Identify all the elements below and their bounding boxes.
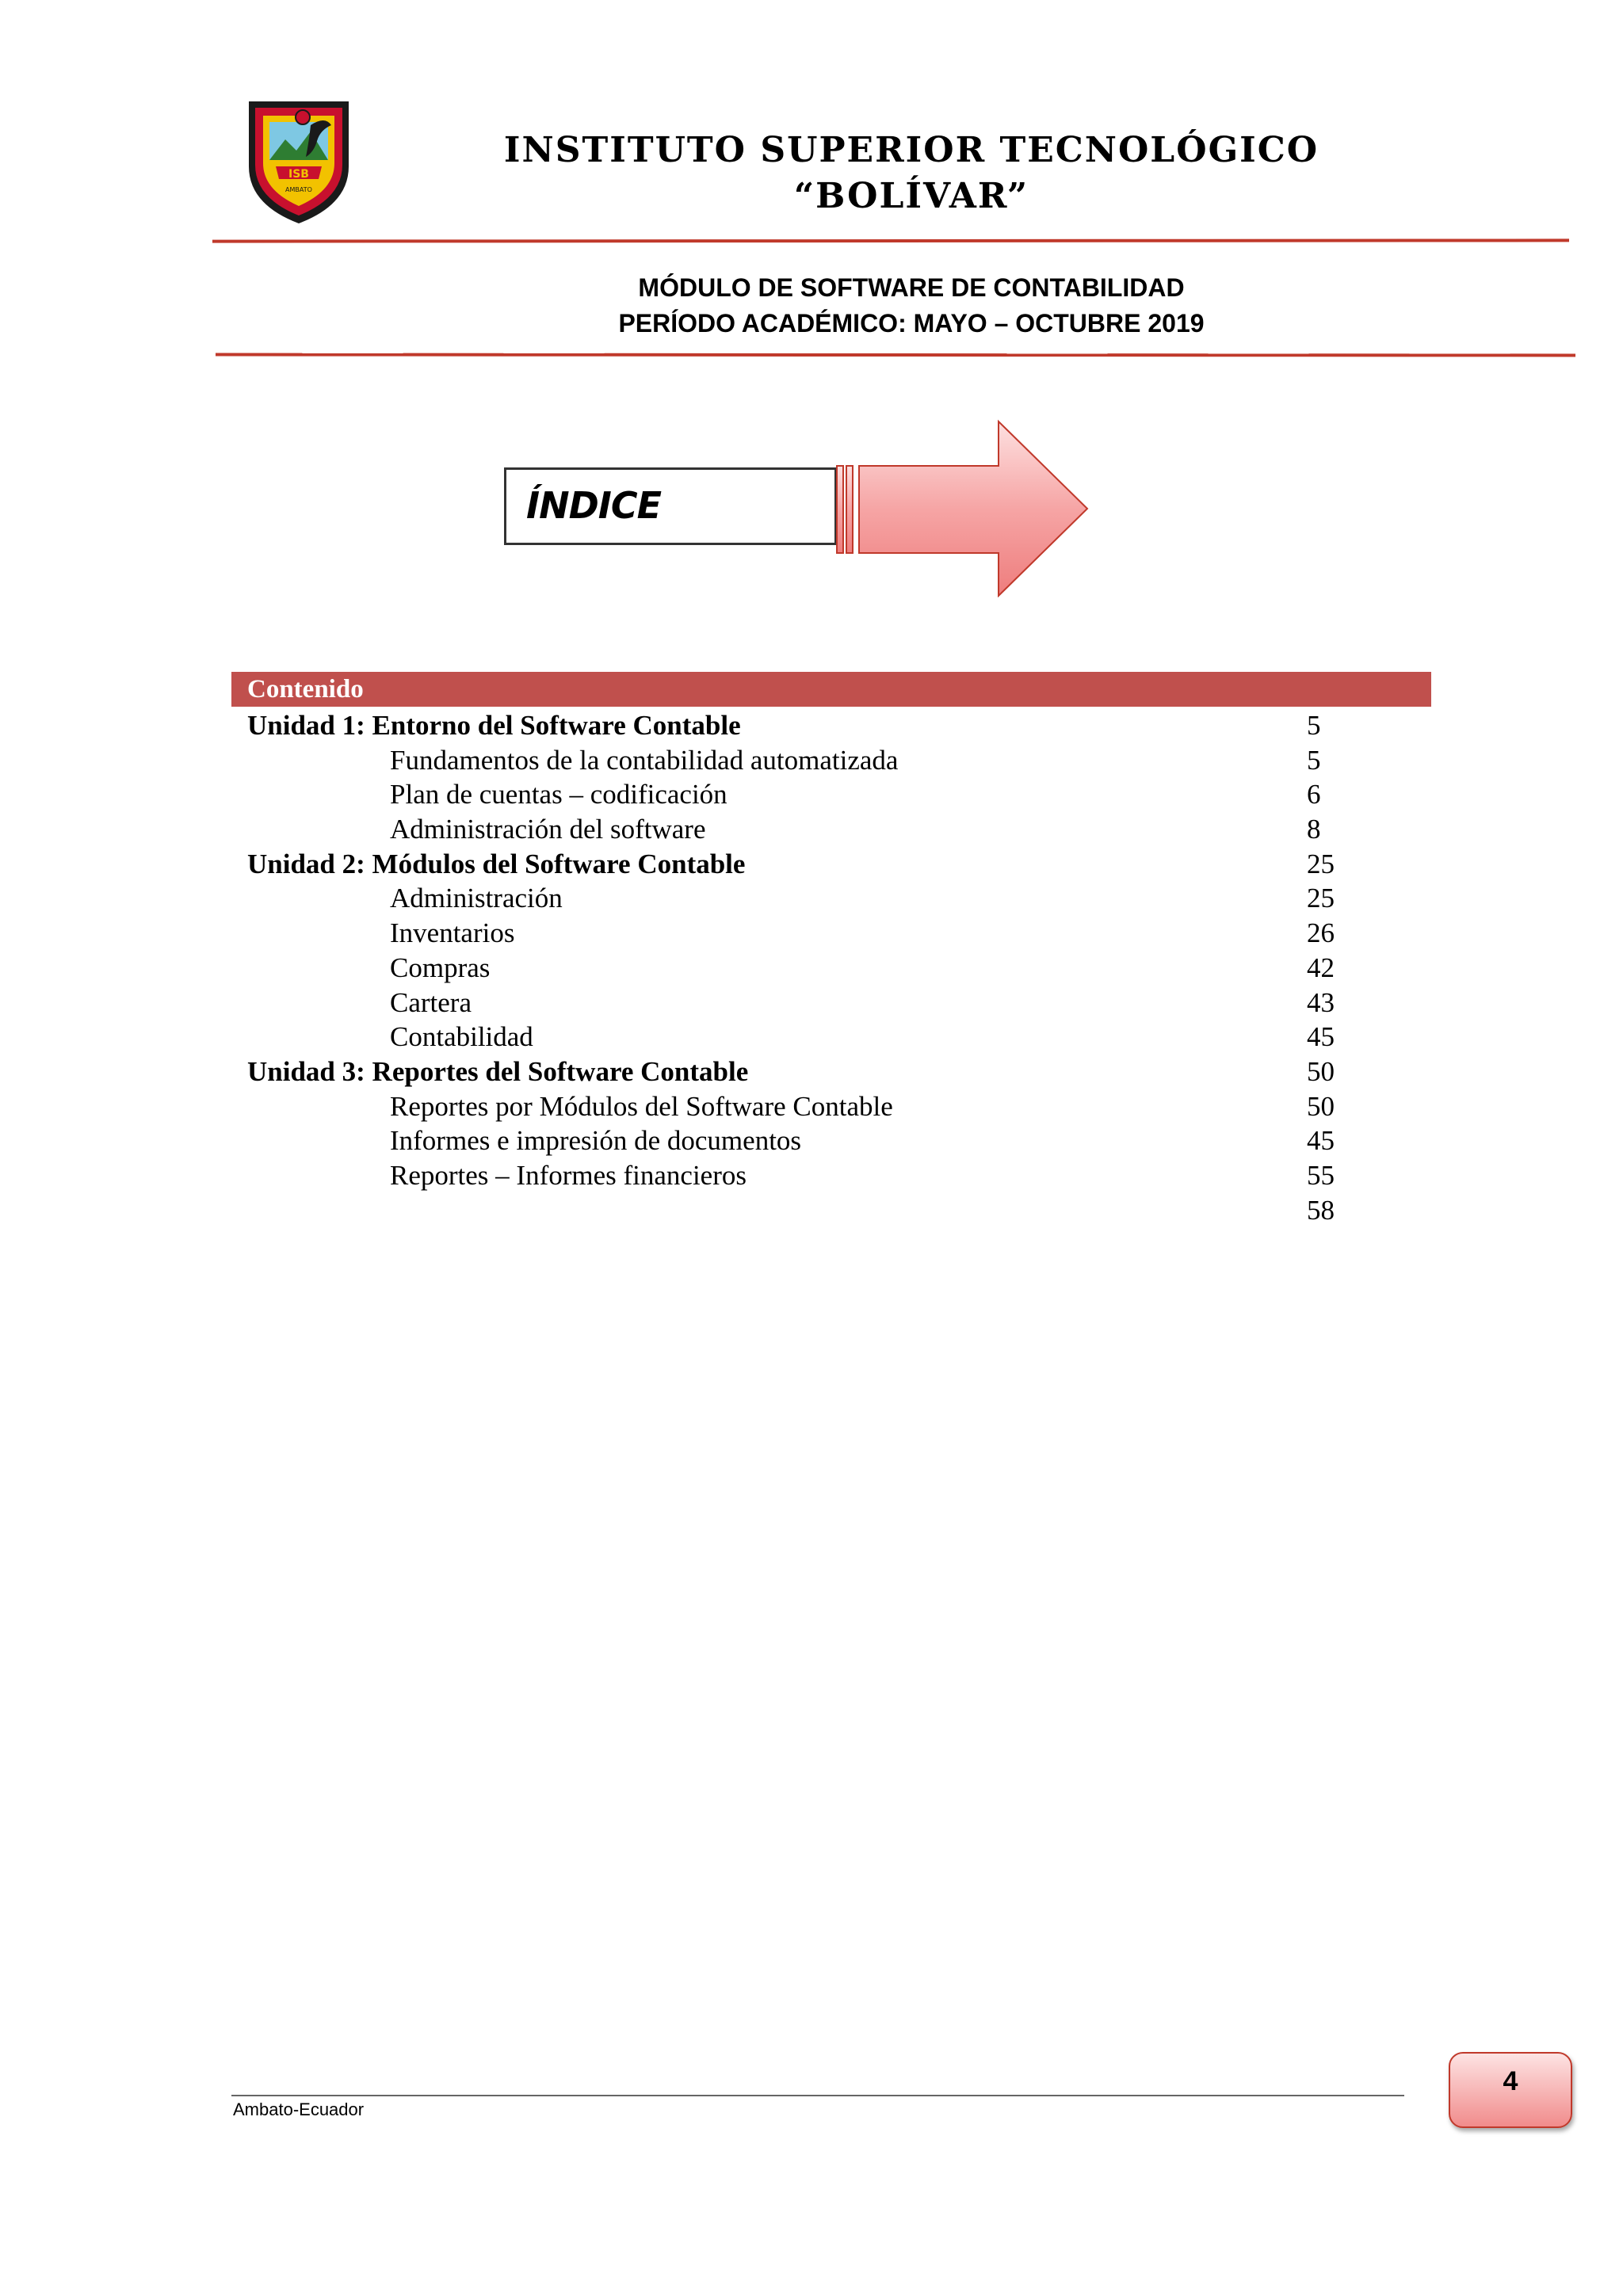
toc-entry-row: [231, 1089, 1431, 1124]
toc-entry-label: Fundamentos de la contabilidad automatizada: [390, 744, 899, 776]
toc-page-number: 5: [1307, 710, 1321, 741]
toc-unit-row: [231, 847, 1431, 882]
academic-period: PERÍODO ACADÉMICO: MAYO – OCTUBRE 2019: [618, 309, 1205, 338]
toc-entry-row: [231, 916, 1431, 951]
institution-title-line2: “BOLÍVAR”: [793, 176, 1029, 216]
toc-entry-label: Unidad 2: Módulos del Software Contable: [247, 848, 746, 879]
toc-page-number: 25: [1307, 848, 1335, 879]
toc-entry-label: Unidad 1: Entorno del Software Contable: [247, 710, 741, 741]
logo-text: ISB: [288, 168, 309, 181]
toc-entry-row: [231, 812, 1431, 847]
table-of-contents: [231, 708, 1431, 1227]
footer-divider: [231, 2095, 1404, 2096]
module-title: MÓDULO DE SOFTWARE DE CONTABILIDAD: [638, 273, 1185, 302]
arrow-right-icon: [829, 415, 1090, 597]
toc-page-number: 58: [1307, 1194, 1335, 1226]
toc-page-number: 25: [1307, 883, 1335, 914]
toc-page-number: 8: [1307, 814, 1321, 845]
toc-entry-row: [231, 1020, 1431, 1055]
toc-page-number: 26: [1307, 917, 1335, 949]
toc-entry-label: Informes e impresión de documentos: [390, 1125, 802, 1157]
toc-page-number: 50: [1307, 1090, 1335, 1122]
toc-entry-label: Plan de cuentas – codificación: [390, 779, 727, 810]
institution-title-line1: INSTITUTO SUPERIOR TECNOLÓGICO: [503, 130, 1319, 170]
indice-title: ÍNDICE: [526, 484, 662, 527]
toc-entry-label: Administración: [390, 883, 563, 914]
toc-unit-row: [231, 1055, 1431, 1089]
toc-page-number: 43: [1307, 986, 1335, 1018]
toc-entry-row: [231, 1158, 1431, 1193]
toc-entry-label: Reportes por Módulos del Software Contable: [390, 1090, 893, 1122]
toc-entry-row: [231, 1123, 1431, 1158]
toc-page-number: 45: [1307, 1021, 1335, 1053]
toc-page-number: 50: [1307, 1055, 1335, 1087]
toc-unit-row: [231, 708, 1431, 743]
toc-entry-label: Administración del software: [390, 814, 706, 845]
toc-entry-row: [231, 743, 1431, 778]
header-divider-bottom: [216, 353, 1575, 357]
toc-page-number: 5: [1307, 744, 1321, 776]
toc-entry-label: Contabilidad: [390, 1021, 533, 1053]
toc-entry-label: Inventarios: [390, 917, 515, 949]
toc-entry-label: Cartera: [390, 986, 472, 1018]
header-divider-top: [212, 238, 1569, 242]
toc-entry-label: Reportes – Informes financieros: [390, 1159, 747, 1191]
toc-page-number: 55: [1307, 1159, 1335, 1191]
toc-entry-label: Unidad 3: Reportes del Software Contable: [247, 1055, 749, 1087]
toc-entry-label: Compras: [390, 952, 491, 983]
institute-logo-icon: [244, 93, 353, 227]
logo-subtext: AMBATO: [285, 186, 312, 193]
toc-entry-row: [231, 777, 1431, 812]
toc-entry-row: [231, 1193, 1431, 1228]
toc-page-number: 6: [1307, 779, 1321, 810]
toc-page-number: 45: [1307, 1125, 1335, 1157]
toc-page-number: 42: [1307, 952, 1335, 983]
toc-entry-row: [231, 986, 1431, 1020]
page-number-badge: 4: [1449, 2052, 1572, 2128]
toc-header: Contenido: [231, 672, 1431, 707]
footer-location: Ambato-Ecuador: [233, 2100, 365, 2119]
toc-entry-row: [231, 881, 1431, 916]
toc-entry-row: [231, 951, 1431, 986]
